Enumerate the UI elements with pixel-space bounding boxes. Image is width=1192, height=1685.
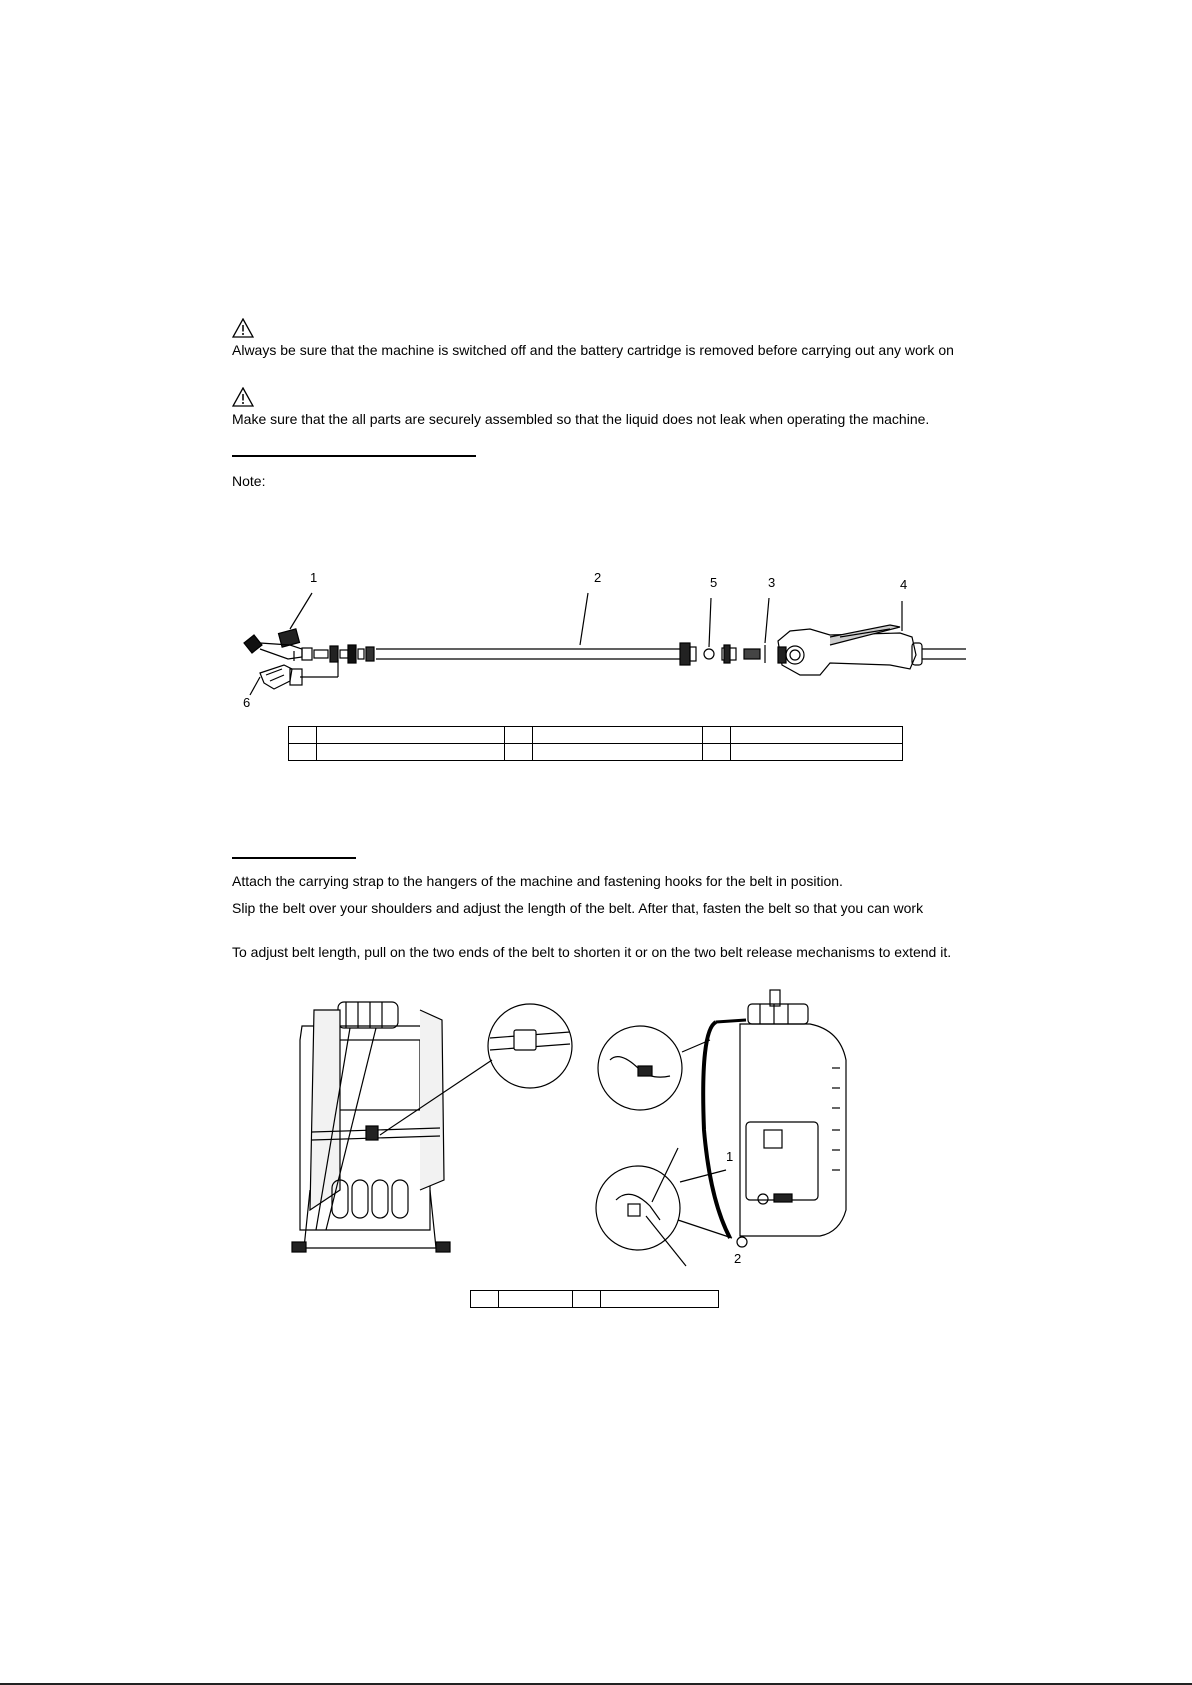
filter-part (744, 645, 765, 663)
callout-1: 1 (726, 1149, 734, 1164)
connector-part (300, 645, 374, 677)
callout-2: 2 (594, 570, 602, 585)
parts-table-2 (470, 1290, 719, 1308)
backpack-strap-figure (280, 980, 920, 1280)
callout-2: 2 (734, 1251, 742, 1266)
hook-detail-circle-top (598, 1026, 710, 1110)
table-row (471, 1291, 719, 1308)
strap-paragraph-2: Slip the belt over your shoulders and adjust the length of the belt. After that, fasten the belt so that you can work (232, 900, 924, 916)
lance-assembly-figure (230, 565, 970, 715)
nozzle-part (244, 629, 302, 661)
table-row (289, 727, 903, 744)
hook-detail-circle-bottom (596, 1148, 732, 1266)
callout-6: 6 (243, 695, 251, 710)
warning-triangle-icon (232, 387, 254, 407)
section-heading-rule (232, 455, 476, 457)
elbow-nozzle-part (260, 665, 302, 689)
buckle-detail-circle (380, 1004, 572, 1135)
section-heading-rule (232, 857, 356, 859)
callout-4: 4 (900, 577, 908, 592)
strap-paragraph-3: To adjust belt length, pull on the two ends of the belt to shorten it or on the two belt release mechanisms to extend it. (232, 944, 952, 960)
warning-text-no-leak: Make sure that the all parts are securely assembled so that the liquid does not leak when operating the machine. (232, 411, 930, 427)
callout-1: 1 (310, 570, 318, 585)
strap-paragraph-1: Attach the carrying strap to the hangers of the machine and fastening hooks for the belt in position. (232, 873, 843, 889)
callout-3: 3 (768, 575, 776, 590)
warning-triangle-icon (232, 318, 254, 338)
callout-5: 5 (710, 575, 718, 590)
tank-side-view (703, 990, 846, 1247)
tank-back-view (292, 1002, 450, 1252)
warning-text-power-off: Always be sure that the machine is switched off and the battery cartridge is removed before carrying out any work on (232, 342, 954, 358)
parts-table-1 (288, 726, 903, 761)
table-row (289, 744, 903, 761)
handle-part (778, 625, 966, 675)
lance-tube-part (376, 643, 696, 665)
note-label: Note: (232, 473, 266, 489)
